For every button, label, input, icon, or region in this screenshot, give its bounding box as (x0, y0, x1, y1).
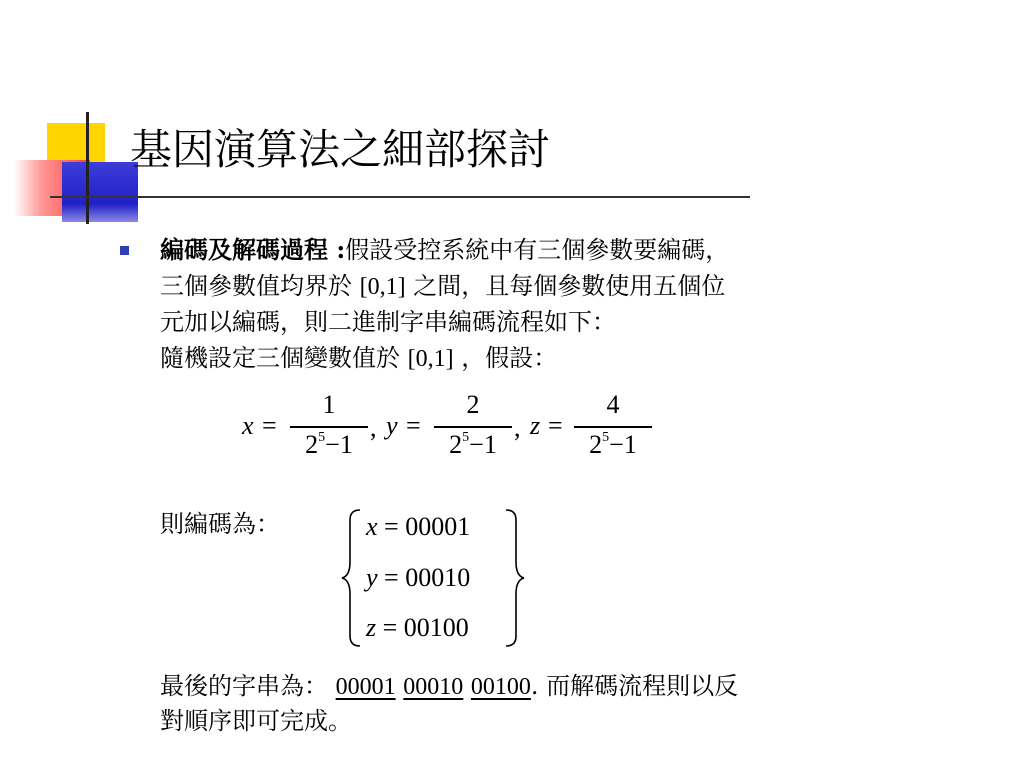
assumption-text-a: 隨機設定三個變數值於 (160, 344, 408, 372)
bullet-line-2 (160, 268, 725, 305)
bullet-line-3: 元加以編碼，則二進制字串編碼流程如下： (160, 308, 616, 336)
final-code: 00010 (403, 674, 464, 700)
assumption-range: [0,1] (407, 346, 454, 372)
code-row-z: z = 00100 (366, 613, 469, 642)
vertical-rule-decoration (86, 112, 89, 224)
x-fraction (290, 390, 368, 470)
code-value: 00100 (403, 613, 469, 642)
z-variable: z (530, 411, 541, 440)
x-numerator: 1 (322, 390, 336, 419)
final-string-line (160, 668, 738, 705)
assumption-line (160, 340, 557, 377)
equals-sign: = (262, 411, 277, 440)
fraction-bar (574, 426, 652, 428)
y-fraction (434, 390, 512, 470)
x-denominator: $2^5-1$ (305, 430, 353, 459)
blue-square-decoration (62, 162, 138, 222)
left-brace (342, 510, 360, 646)
y-numerator: 2 (466, 390, 480, 419)
final-label: 最後的字串為： (160, 672, 328, 700)
z-denominator: $2^5-1$ (589, 430, 637, 459)
right-brace (506, 510, 524, 646)
code-var: y (366, 563, 378, 592)
encoding-label: 則編碼為： (160, 510, 280, 538)
title-underline (50, 196, 750, 198)
final-rest-text: . 而解碼流程則以反 (530, 672, 739, 700)
comma: , (514, 413, 521, 442)
final-code: 00100 (470, 674, 531, 700)
comma: , (370, 413, 377, 442)
slide-title: 基因演算法之細部探討 (130, 125, 551, 174)
fraction-bar (290, 426, 368, 428)
z-numerator: 4 (606, 390, 620, 419)
code-value: 00010 (405, 563, 471, 592)
fraction-bar (434, 426, 512, 428)
y-denominator: $2^5-1$ (449, 430, 497, 459)
code-row-y: y = 00010 (366, 563, 471, 592)
equals-sign: = (548, 411, 563, 440)
code-var: x (366, 512, 378, 541)
z-fraction (574, 390, 652, 470)
x-variable: x (242, 411, 254, 440)
final-code: 00001 (335, 674, 396, 700)
y-variable: y (386, 411, 398, 440)
bullet-heading: 編碼及解碼過程 : (160, 235, 346, 264)
assumption-text-b: ，假設： (453, 344, 558, 372)
bullet-line-2-text-b: 之間，且每個參數使用五個位 (405, 272, 726, 300)
code-var: z (366, 613, 377, 642)
bullet-line-1-text: 假設受控系統中有三個參數要編碼， (345, 236, 730, 264)
bullet-line-2-text-a: 三個參數值均界於 (160, 272, 360, 300)
code-row-x: x = 00001 (366, 512, 471, 541)
code-value: 00001 (405, 512, 471, 541)
equals-sign: = (406, 411, 421, 440)
bullet-line-1 (160, 232, 729, 268)
final-line-2: 對順序即可完成。 (160, 707, 352, 735)
bullet-square-icon (120, 246, 129, 255)
range-text: [0,1] (359, 274, 406, 300)
